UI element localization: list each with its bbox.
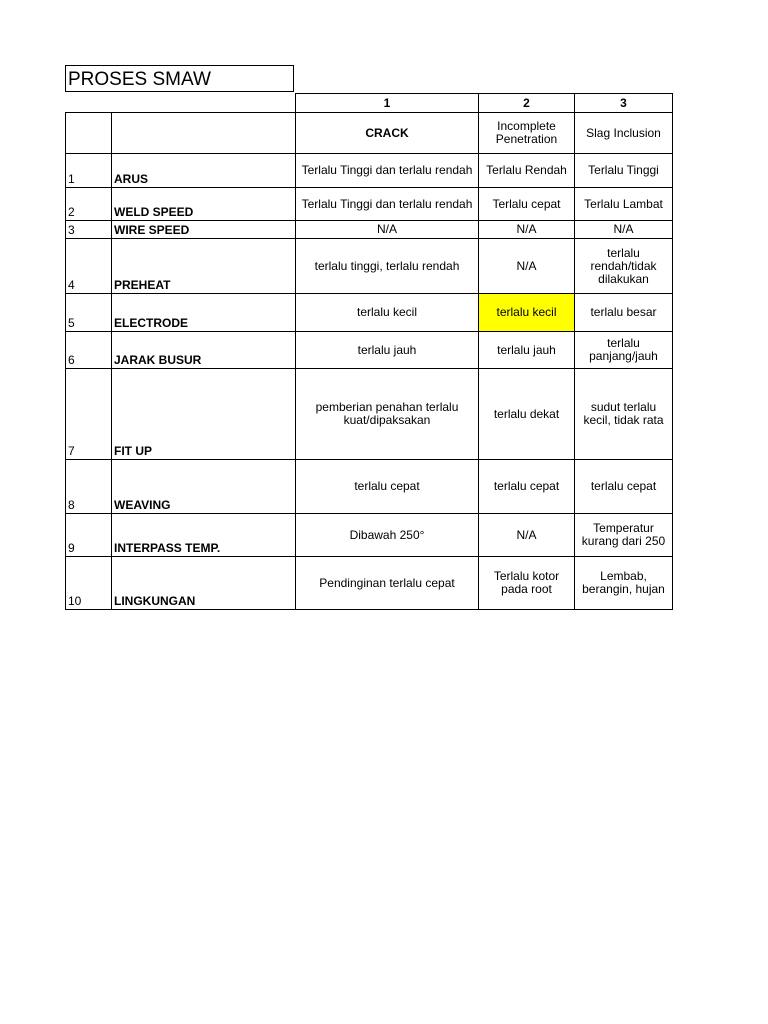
slag-cell: terlalu rendah/tidak dilakukan: [575, 239, 673, 294]
parameter-cell: PREHEAT: [112, 239, 296, 294]
column-number: 2: [479, 94, 575, 113]
crack-cell: N/A: [296, 221, 479, 239]
incomplete-cell: terlalu jauh: [479, 332, 575, 369]
parameter-cell: INTERPASS TEMP.: [112, 514, 296, 557]
column-number: 3: [575, 94, 673, 113]
slag-cell: N/A: [575, 221, 673, 239]
crack-cell: terlalu kecil: [296, 294, 479, 332]
parameter-cell: WEAVING: [112, 460, 296, 514]
incomplete-cell: Terlalu Rendah: [479, 154, 575, 188]
row-number: 1: [66, 154, 112, 188]
table-row: [66, 332, 673, 369]
header-slag-inclusion: Slag Inclusion: [575, 113, 673, 154]
crack-cell: terlalu cepat: [296, 460, 479, 514]
header-row: [66, 113, 673, 154]
row-number: 8: [66, 460, 112, 514]
parameter-cell: JARAK BUSUR: [112, 332, 296, 369]
crack-cell: pemberian penahan terlalu kuat/dipaksakan: [296, 369, 479, 460]
table-row: [66, 239, 673, 294]
slag-cell: sudut terlalu kecil, tidak rata: [575, 369, 673, 460]
slag-cell: terlalu cepat: [575, 460, 673, 514]
crack-cell: Pendinginan terlalu cepat: [296, 557, 479, 610]
row-number: 2: [66, 188, 112, 221]
row-number: 9: [66, 514, 112, 557]
slag-cell: Terlalu Tinggi: [575, 154, 673, 188]
table-row: [66, 460, 673, 514]
incomplete-cell: N/A: [479, 514, 575, 557]
slag-cell: terlalu panjang/jauh: [575, 332, 673, 369]
row-number: 10: [66, 557, 112, 610]
parameter-cell: FIT UP: [112, 369, 296, 460]
crack-cell: Terlalu Tinggi dan terlalu rendah: [296, 188, 479, 221]
incomplete-cell: N/A: [479, 221, 575, 239]
column-number: 1: [296, 94, 479, 113]
incomplete-cell: Terlalu kotor pada root: [479, 557, 575, 610]
parameter-cell: WIRE SPEED: [112, 221, 296, 239]
crack-cell: Terlalu Tinggi dan terlalu rendah: [296, 154, 479, 188]
table-row: [66, 154, 673, 188]
table-row: [66, 221, 673, 239]
row-number: 5: [66, 294, 112, 332]
incomplete-cell: N/A: [479, 239, 575, 294]
sheet-title: PROSES SMAW: [65, 65, 294, 92]
header-crack: CRACK: [296, 113, 479, 154]
incomplete-cell: Terlalu cepat: [479, 188, 575, 221]
table-row: [66, 188, 673, 221]
crack-cell: terlalu jauh: [296, 332, 479, 369]
header-incomplete-penetration: Incomplete Penetration: [479, 113, 575, 154]
parameter-cell: WELD SPEED: [112, 188, 296, 221]
table-row: [66, 369, 673, 460]
crack-cell: terlalu tinggi, terlalu rendah: [296, 239, 479, 294]
table-row: [66, 557, 673, 610]
row-number: 4: [66, 239, 112, 294]
parameter-cell: LINGKUNGAN: [112, 557, 296, 610]
defect-table: [65, 93, 673, 610]
slag-cell: Lembab, berangin, hujan: [575, 557, 673, 610]
parameter-cell: ARUS: [112, 154, 296, 188]
row-number: 3: [66, 221, 112, 239]
column-number-row: [66, 94, 673, 113]
row-number: 7: [66, 369, 112, 460]
slag-cell: terlalu besar: [575, 294, 673, 332]
crack-cell: Dibawah 250°: [296, 514, 479, 557]
slag-cell: Terlalu Lambat: [575, 188, 673, 221]
slag-cell: Temperatur kurang dari 250: [575, 514, 673, 557]
incomplete-cell: terlalu dekat: [479, 369, 575, 460]
table-row: [66, 514, 673, 557]
incomplete-cell: terlalu cepat: [479, 460, 575, 514]
highlighted-cell: terlalu kecil: [479, 294, 575, 332]
table-row: [66, 294, 673, 332]
parameter-cell: ELECTRODE: [112, 294, 296, 332]
row-number: 6: [66, 332, 112, 369]
